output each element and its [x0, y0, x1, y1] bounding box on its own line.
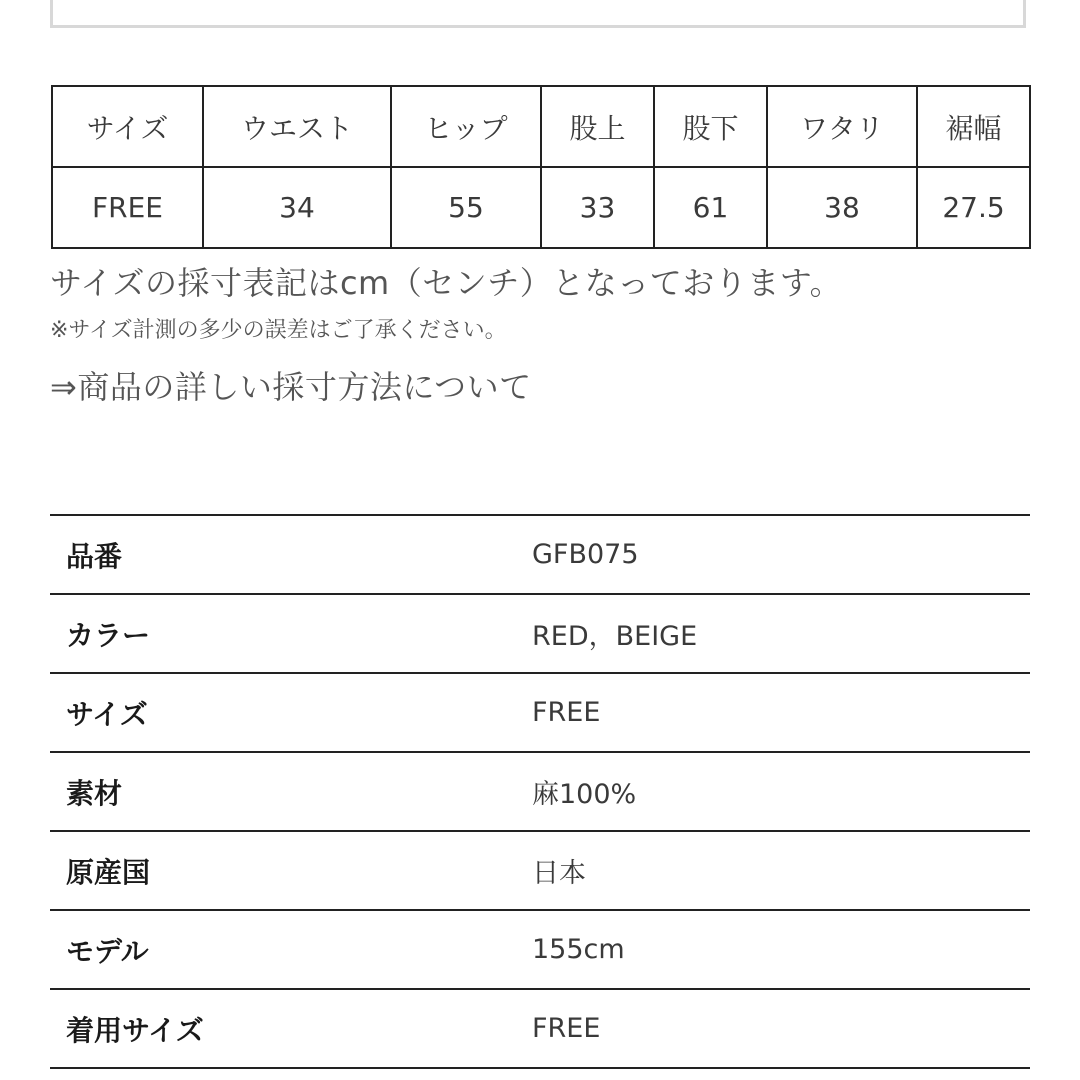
- size-chart-table: [51, 85, 1031, 249]
- measurement-method-link[interactable]: ⇒商品の詳しい採寸方法について: [50, 368, 532, 406]
- header-waist: ウエスト: [203, 86, 391, 167]
- previous-section-box: [50, 0, 1026, 28]
- spec-value: 日本: [532, 858, 586, 889]
- spec-row-material: [50, 753, 1030, 832]
- cell-hem-width: 27.5: [917, 167, 1030, 248]
- spec-label: サイズ: [66, 697, 148, 731]
- spec-row-worn-size: [50, 990, 1030, 1069]
- spec-label: カラー: [66, 618, 151, 652]
- header-size: サイズ: [52, 86, 203, 167]
- measurement-disclaimer: ※サイズ計測の多少の誤差はご了承ください。: [50, 318, 507, 343]
- spec-label: モデル: [66, 934, 149, 968]
- size-chart-data-row: [52, 167, 1030, 248]
- cell-waist: 34: [203, 167, 391, 248]
- spec-label: 素材: [66, 776, 123, 810]
- spec-value: RED，BEIGE: [532, 621, 698, 652]
- spec-value: FREE: [532, 697, 601, 728]
- header-rise: 股上: [541, 86, 654, 167]
- product-spec-list: [50, 514, 1030, 1069]
- measurement-unit-note: サイズの採寸表記はcm（センチ）となっております。: [50, 264, 843, 302]
- cell-inseam: 61: [654, 167, 767, 248]
- spec-label: 品番: [66, 539, 123, 573]
- cell-hip: 55: [391, 167, 541, 248]
- spec-label: 着用サイズ: [66, 1013, 204, 1047]
- spec-row-item-number: [50, 516, 1030, 595]
- spec-label: 原産国: [66, 855, 151, 889]
- spec-row-model: [50, 911, 1030, 990]
- header-hem-width: 裾幅: [917, 86, 1030, 167]
- spec-row-color: [50, 595, 1030, 674]
- header-thigh: ワタリ: [767, 86, 917, 167]
- cell-size: FREE: [52, 167, 203, 248]
- cell-thigh: 38: [767, 167, 917, 248]
- spec-value: 155cm: [532, 934, 625, 965]
- spec-row-size: [50, 674, 1030, 753]
- spec-value: 麻100%: [532, 779, 637, 810]
- spec-value: GFB075: [532, 539, 639, 570]
- header-inseam: 股下: [654, 86, 767, 167]
- cell-rise: 33: [541, 167, 654, 248]
- spec-value: FREE: [532, 1013, 601, 1044]
- size-chart-header-row: [52, 86, 1030, 167]
- header-hip: ヒップ: [391, 86, 541, 167]
- spec-row-origin: [50, 832, 1030, 911]
